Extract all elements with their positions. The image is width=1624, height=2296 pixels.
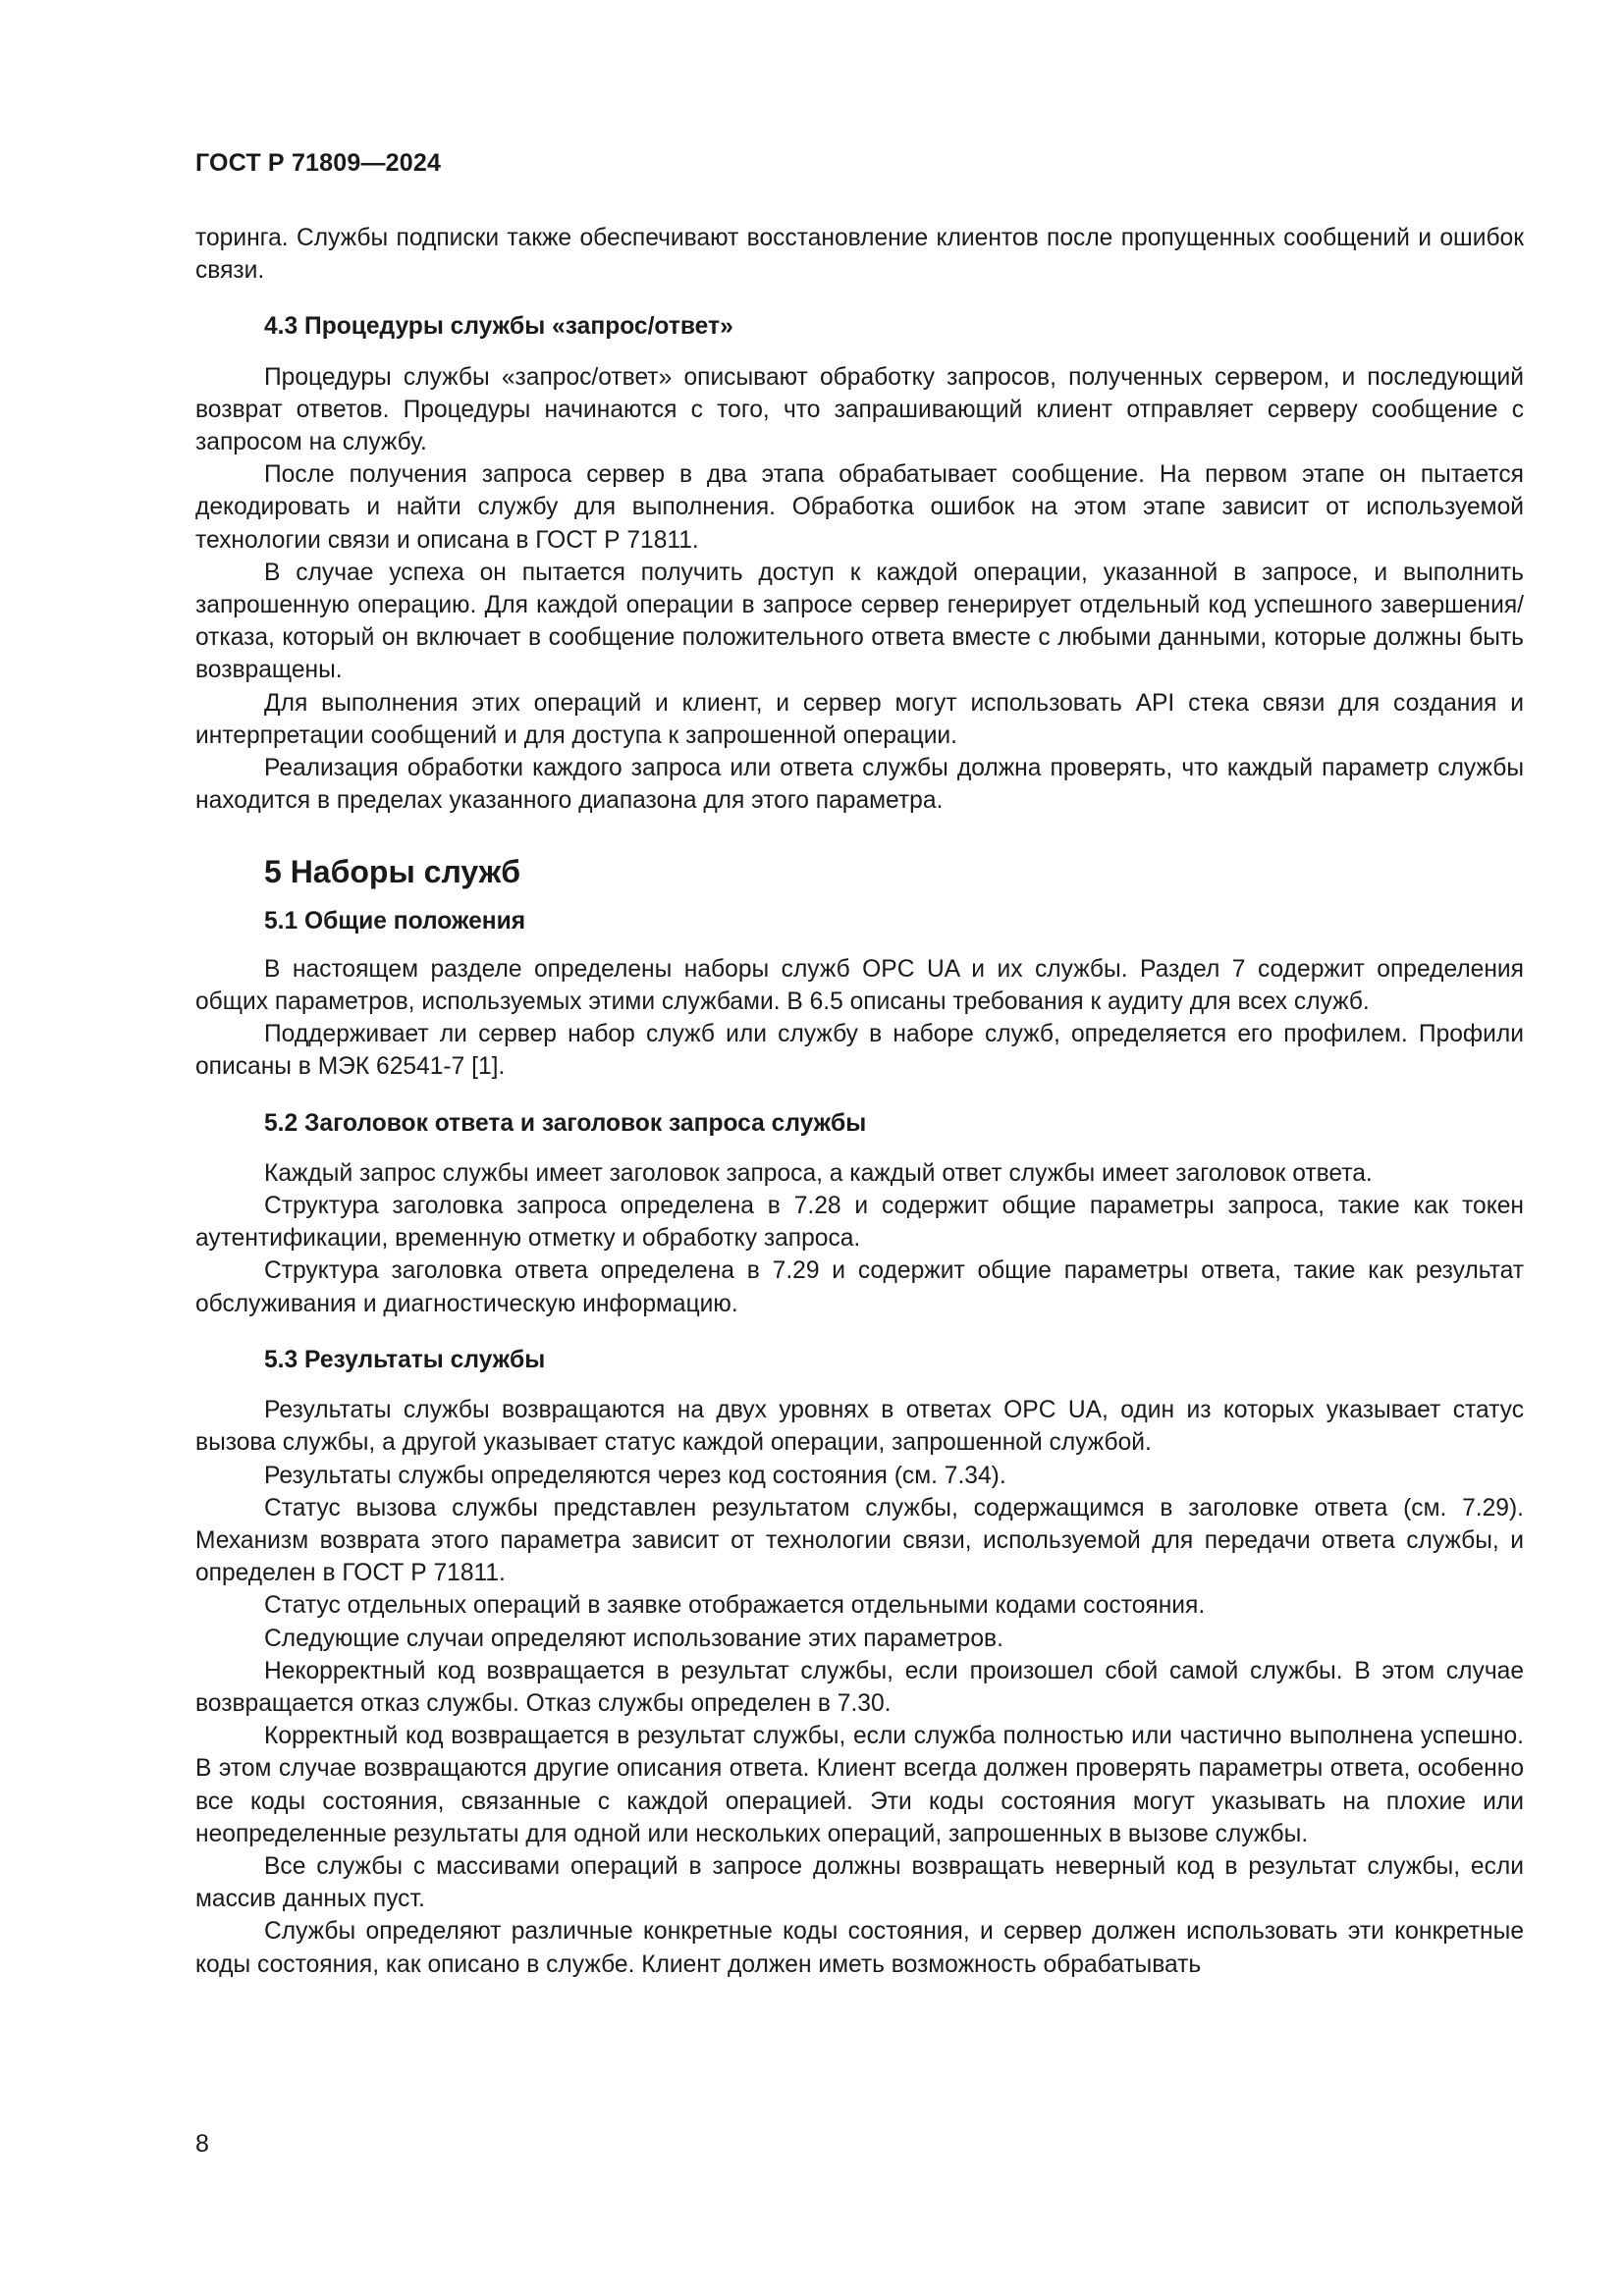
page-number: 8: [195, 2130, 209, 2158]
paragraph: Поддерживает ли сервер набор служб или службу в наборе служб, определяется его профилем. Профили описаны в МЭК 62541-7 [1].: [195, 1021, 1524, 1081]
paragraph: В настоящем разделе определены наборы служб OPC UA и их службы. Раздел 7 содержит определения общих параметров, используемых этими службами. В 6.5 описаны требования к аудиту для всех служб.: [195, 955, 1524, 1016]
paragraph: Статус отдельных операций в заявке отображается отдельными кодами состояния.: [264, 1592, 1206, 1620]
paragraph-continuation: торинга. Службы подписки также обеспечивают восстановление клиентов после пропущенных сообщений и ошибок связи.: [195, 225, 1524, 285]
paragraph: Корректный код возвращается в результат службы, если служба полностью или частично выполнена успешно. В этом случае возвращаются другие описания ответа. Клиент всегда должен проверять параметры ответа, особенно все коды состояния, связанные с каждой операцией. Эти коды состояния могут указывать на плохие или неопределенные результаты для одной или нескольких операций, запрошенных в вызове службы.: [195, 1723, 1524, 1847]
document-body: [195, 222, 1524, 1981]
paragraph: Службы определяют различные конкретные коды состояния, и сервер должен использовать эти конкретные коды состояния, как описано в службе. Клиент должен иметь возможность обрабатывать: [195, 1918, 1524, 1978]
paragraph: Реализация обработки каждого запроса или ответа службы должна проверять, что каждый параметр службы находится в пределах указанного диапазона для этого параметра.: [195, 755, 1524, 815]
paragraph: Каждый запрос службы имеет заголовок запроса, а каждый ответ службы имеет заголовок ответа.: [264, 1159, 1373, 1187]
heading-5-2: 5.2 Заголовок ответа и заголовок запроса службы: [264, 1109, 867, 1137]
paragraph: Для выполнения этих операций и клиент, и сервер могут использовать API стека связи для создания и интерпретации сообщений и для доступа к запрошенной операции.: [195, 689, 1524, 749]
paragraph: Статус вызова службы представлен результатом службы, содержащимся в заголовке ответа (см. 7.29). Механизм возврата этого параметра зависит от технологии связи, используемой для передачи ответа службы, и определен в ГОСТ Р 71811.: [195, 1494, 1524, 1587]
paragraph: Структура заголовка запроса определена в 7.28 и содержит общие параметры запроса, такие как токен аутентификации, временную отметку и обработку запроса.: [195, 1193, 1524, 1253]
heading-5: 5 Наборы служб: [264, 854, 521, 890]
paragraph: Результаты службы определяются через код состояния (см. 7.34).: [264, 1462, 1006, 1489]
heading-5-1: 5.1 Общие положения: [264, 907, 526, 934]
paragraph: Процедуры службы «запрос/ответ» описывают обработку запросов, полученных сервером, и последующий возврат ответов. Процедуры начинаются с того, что запрашивающий клиент отправляет серверу сообщение с запросом на службу.: [195, 363, 1524, 456]
paragraph: Некорректный код возвращается в результат службы, если произошел сбой самой службы. В этом случае возвращается отказ службы. Отказ службы определен в 7.30.: [195, 1657, 1524, 1717]
paragraph: В случае успеха он пытается получить доступ к каждой операции, указанной в запросе, и выполнить запрошенную операцию. Для каждой операции в запросе сервер генерирует отдельный код успешного завершения/отказа, который он включает в сообщение положительного ответа вместе с любыми данными, которые должны быть возвращены.: [195, 559, 1524, 684]
paragraph: Следующие случаи определяют использование этих параметров.: [264, 1625, 1003, 1652]
paragraph: После получения запроса сервер в два этапа обрабатывает сообщение. На первом этапе он пытается декодировать и найти службу для выполнения. Обработка ошибок на этом этапе зависит от используемой технологии связи и описана в ГОСТ Р 71811.: [195, 461, 1524, 554]
paragraph: Структура заголовка ответа определена в 7.29 и содержит общие параметры ответа, такие как результат обслуживания и диагностическую информацию.: [195, 1257, 1524, 1317]
paragraph: Результаты службы возвращаются на двух уровнях в ответах OPC UA, один из которых указывает статус вызова службы, а другой указывает статус каждой операции, запрошенной службой.: [195, 1397, 1524, 1457]
paragraph: Все службы с массивами операций в запросе должны возвращать неверный код в результат службы, если массив данных пуст.: [195, 1852, 1524, 1913]
heading-5-3: 5.3 Результаты службы: [264, 1346, 546, 1373]
heading-4-3: 4.3 Процедуры службы «запрос/ответ»: [264, 313, 733, 341]
document-code-header: ГОСТ Р 71809—2024: [195, 149, 442, 177]
